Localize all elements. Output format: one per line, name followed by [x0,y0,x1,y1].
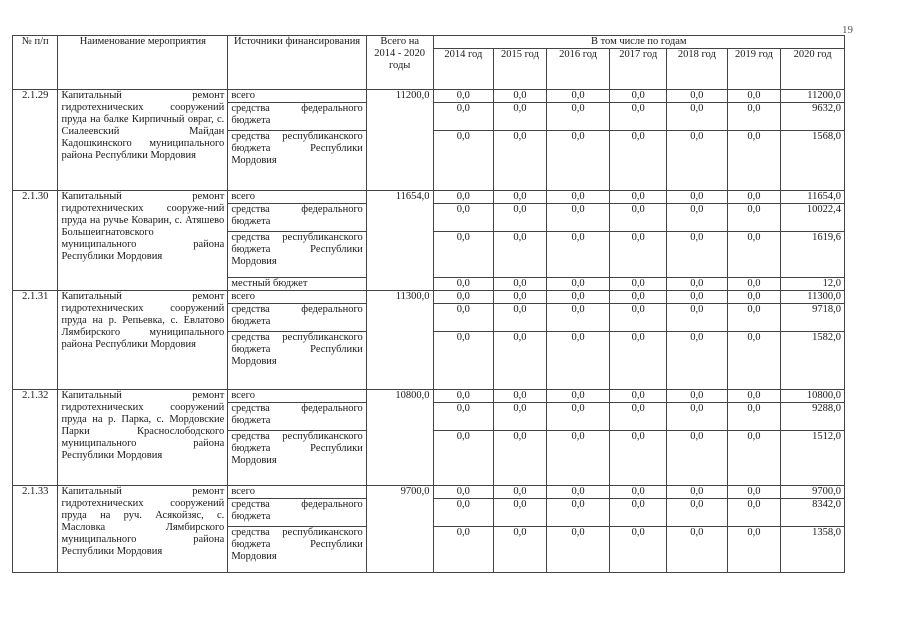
funding-source: средства республиканского бюджета Республики Мордовия [228,527,366,573]
year-value: 0,0 [667,332,728,390]
year-value: 0,0 [667,304,728,332]
year-value: 0,0 [667,232,728,278]
funding-source: средства федерального бюджета [228,204,366,232]
year-value: 0,0 [610,486,667,499]
year-value: 0,0 [494,204,547,232]
year-value: 9718,0 [781,304,845,332]
item-name: Капитальный ремонт гидротехнических сооружений пруда на р. Парка, с. Мордовские Парки Краснослободского муниципального района Республики Мордовия [58,390,228,486]
year-value: 0,0 [727,527,781,573]
funding-source: средства федерального бюджета [228,304,366,332]
year-value: 0,0 [494,103,547,131]
table-row [13,390,845,403]
year-value: 9288,0 [781,403,845,431]
table-body [13,90,845,573]
year-value: 0,0 [546,304,610,332]
year-header: 2014 год [433,49,494,90]
item-name: Капитальный ремонт гидротехнических сооружений пруда на балке Кирпичный овраг, с. Сиалеевский Майдан Кадошкинского муниципального района Республики Мордовия [58,90,228,191]
year-value: 0,0 [667,527,728,573]
year-value: 0,0 [546,103,610,131]
col-num-header: № п/п [13,36,58,90]
year-value: 0,0 [727,304,781,332]
table-row [13,191,845,204]
year-value: 0,0 [494,278,547,291]
year-value: 0,0 [433,131,494,191]
year-value: 0,0 [610,431,667,486]
year-value: 1512,0 [781,431,845,486]
year-value: 0,0 [546,527,610,573]
item-number: 2.1.30 [13,191,58,291]
year-value: 0,0 [546,390,610,403]
year-value: 0,0 [610,103,667,131]
year-value: 0,0 [546,191,610,204]
year-value: 11654,0 [781,191,845,204]
year-value: 0,0 [667,90,728,103]
year-header: 2015 год [494,49,547,90]
year-value: 0,0 [610,499,667,527]
year-header: 2016 год [546,49,610,90]
item-number: 2.1.31 [13,291,58,390]
year-value: 0,0 [667,131,728,191]
year-value: 1582,0 [781,332,845,390]
year-value: 1568,0 [781,131,845,191]
year-value: 0,0 [667,191,728,204]
year-value: 0,0 [546,291,610,304]
year-value: 0,0 [433,204,494,232]
funding-source: всего [228,90,366,103]
year-value: 0,0 [610,527,667,573]
year-value: 0,0 [433,103,494,131]
funding-source: всего [228,486,366,499]
total-amount: 10800,0 [366,390,433,486]
year-value: 0,0 [727,291,781,304]
col-name-header: Наименование мероприятия [58,36,228,90]
year-value: 0,0 [433,486,494,499]
year-value: 0,0 [610,291,667,304]
year-value: 0,0 [433,304,494,332]
funding-source: всего [228,191,366,204]
year-value: 0,0 [610,90,667,103]
year-value: 0,0 [546,403,610,431]
year-value: 0,0 [727,191,781,204]
item-number: 2.1.33 [13,486,58,573]
year-value: 0,0 [494,332,547,390]
year-value: 0,0 [727,390,781,403]
year-value: 0,0 [610,332,667,390]
funding-source: средства республиканского бюджета Республики Мордовия [228,332,366,390]
table-row [13,291,845,304]
year-value: 0,0 [546,486,610,499]
year-value: 11200,0 [781,90,845,103]
year-value: 10800,0 [781,390,845,403]
table-row [13,486,845,499]
year-value: 0,0 [610,278,667,291]
year-value: 0,0 [727,131,781,191]
year-value: 0,0 [667,204,728,232]
year-value: 0,0 [433,431,494,486]
year-value: 0,0 [546,332,610,390]
year-value: 0,0 [667,278,728,291]
year-value: 0,0 [433,291,494,304]
col-by-years-header: В том числе по годам [433,36,844,49]
funding-source: всего [228,291,366,304]
year-value: 1358,0 [781,527,845,573]
page-number: 19 [842,24,853,36]
year-header: 2020 год [781,49,845,90]
item-name: Капитальный ремонт гидротехнических сооружений пруда на руч. Асякойзяс, с. Масловка Лямбирского муниципального района Республики Мордовия [58,486,228,573]
year-value: 0,0 [610,204,667,232]
funding-source: всего [228,390,366,403]
funding-source: средства федерального бюджета [228,403,366,431]
item-number: 2.1.29 [13,90,58,191]
year-value: 0,0 [494,486,547,499]
year-value: 0,0 [610,403,667,431]
year-value: 0,0 [727,278,781,291]
year-value: 0,0 [727,103,781,131]
year-value: 0,0 [727,403,781,431]
year-value: 0,0 [727,90,781,103]
year-value: 0,0 [546,278,610,291]
year-value: 0,0 [433,527,494,573]
year-value: 0,0 [667,403,728,431]
item-number: 2.1.32 [13,390,58,486]
funding-source: средства федерального бюджета [228,499,366,527]
year-value: 0,0 [494,499,547,527]
table-row [13,90,845,103]
year-value: 0,0 [610,304,667,332]
year-value: 0,0 [610,390,667,403]
year-value: 0,0 [667,390,728,403]
year-value: 12,0 [781,278,845,291]
year-value: 0,0 [727,332,781,390]
col-total-header: Всего на 2014 - 2020 годы [366,36,433,90]
year-value: 0,0 [494,90,547,103]
year-value: 0,0 [433,90,494,103]
year-value: 0,0 [494,304,547,332]
year-value: 0,0 [433,499,494,527]
total-amount: 11200,0 [366,90,433,191]
year-value: 10022,4 [781,204,845,232]
year-value: 0,0 [494,131,547,191]
year-header: 2018 год [667,49,728,90]
year-value: 0,0 [433,390,494,403]
funding-source: средства республиканского бюджета Республики Мордовия [228,232,366,278]
year-value: 11300,0 [781,291,845,304]
year-value: 8342,0 [781,499,845,527]
year-value: 0,0 [494,232,547,278]
year-value: 0,0 [727,204,781,232]
funding-source: средства республиканского бюджета Республики Мордовия [228,431,366,486]
year-value: 9700,0 [781,486,845,499]
year-value: 0,0 [546,204,610,232]
item-name: Капитальный ремонт гидротехнических сооружений пруда на р. Репьевка, с. Евлатово Лямбирского муниципального района Республики Мордовия [58,291,228,390]
year-value: 0,0 [433,191,494,204]
year-value: 0,0 [433,332,494,390]
year-value: 0,0 [667,486,728,499]
funding-source: средства республиканского бюджета Республики Мордовия [228,131,366,191]
year-value: 0,0 [610,232,667,278]
year-value: 0,0 [727,499,781,527]
year-value: 0,0 [610,191,667,204]
year-value: 0,0 [494,431,547,486]
year-header: 2019 год [727,49,781,90]
year-value: 0,0 [494,191,547,204]
funding-source: местный бюджет [228,278,366,291]
year-value: 0,0 [546,232,610,278]
year-value: 0,0 [610,131,667,191]
year-value: 0,0 [433,232,494,278]
year-value: 0,0 [546,131,610,191]
year-value: 0,0 [727,486,781,499]
year-value: 0,0 [727,431,781,486]
total-amount: 9700,0 [366,486,433,573]
year-value: 0,0 [433,403,494,431]
year-header: 2017 год [610,49,667,90]
year-value: 0,0 [667,103,728,131]
year-value: 0,0 [494,527,547,573]
year-value: 9632,0 [781,103,845,131]
col-sources-header: Источники финансирования [228,36,366,90]
year-value: 0,0 [494,390,547,403]
year-value: 0,0 [494,403,547,431]
year-value: 0,0 [433,278,494,291]
year-value: 0,0 [546,431,610,486]
year-value: 0,0 [727,232,781,278]
financing-table [12,35,845,573]
total-amount: 11300,0 [366,291,433,390]
year-value: 0,0 [667,499,728,527]
year-value: 1619,6 [781,232,845,278]
item-name: Капитальный ремонт гидротехнических сооруже-ний пруда на ручье Коварин, с. Атяшево Большеигнатовского муниципального района Республики Мордовия [58,191,228,291]
year-value: 0,0 [494,291,547,304]
total-amount: 11654,0 [366,191,433,291]
year-value: 0,0 [546,90,610,103]
funding-source: средства федерального бюджета [228,103,366,131]
year-value: 0,0 [546,499,610,527]
year-value: 0,0 [667,431,728,486]
year-value: 0,0 [667,291,728,304]
header-row [13,36,845,49]
